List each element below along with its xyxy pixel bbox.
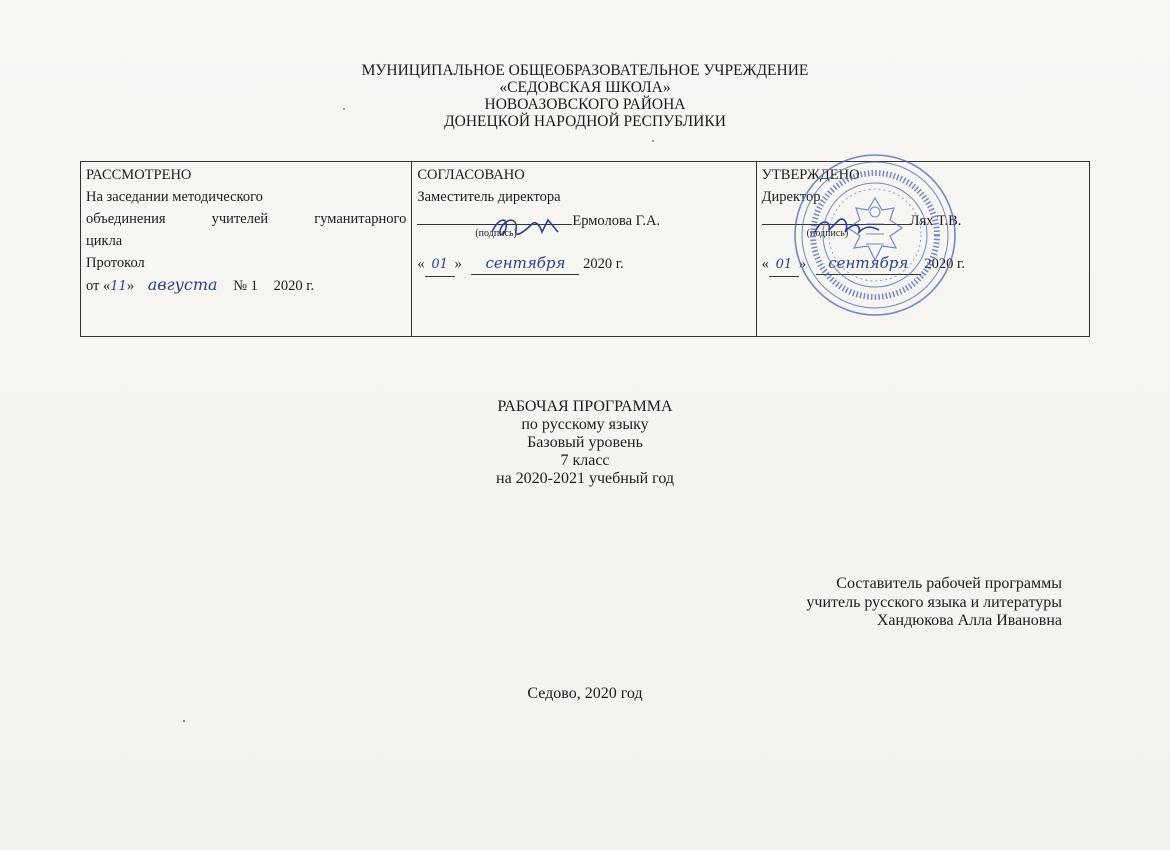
author-line-1: Составитель рабочей программы (836, 575, 1062, 592)
reviewed-line-1: На заседании методического (86, 189, 263, 205)
agreed-close-quote: » (454, 256, 462, 272)
approved-name: Лях Т.В. (909, 213, 962, 229)
agreed-signature-mark (484, 210, 574, 250)
program-title: РАБОЧАЯ ПРОГРАММА (497, 398, 673, 415)
protocol-number: № 1 (233, 278, 258, 294)
author-name: Хандюкова Алла Ивановна (876, 612, 1062, 629)
approved-close-quote: » (798, 256, 807, 272)
agreed-day-handwritten: 01 (425, 254, 455, 277)
approved-role: Директор (761, 189, 821, 205)
header-line-2: «СЕДОВСКАЯ ШКОЛА» (499, 79, 671, 96)
agreed-role: Заместитель директора (417, 189, 561, 205)
agreed-month-handwritten: сентября (471, 252, 579, 275)
approved-open-quote: « (761, 256, 769, 272)
agreed-year: 2020 г. (583, 256, 624, 272)
header-line-3: НОВОАЗОВСКОГО РАЙОНА (484, 96, 686, 113)
author-block (806, 575, 1062, 631)
protocol-date-row (86, 274, 406, 298)
agreed-signature-caption: (подпись) (475, 228, 517, 239)
program-grade: 7 класс (560, 452, 610, 469)
header-line-4: ДОНЕЦКОЙ НАРОДНОЙ РЕСПУБЛИКИ (444, 113, 726, 130)
reviewed-cell (81, 162, 411, 336)
agreed-date-row (417, 252, 750, 277)
protocol-month-handwritten: августа (147, 275, 218, 294)
agreed-heading: СОГЛАСОВАНО (417, 167, 525, 183)
program-level: Базовый уровень (527, 434, 643, 451)
author-line-2: учитель русского языка и литературы (806, 593, 1062, 611)
protocol-year: 2020 г. (273, 278, 315, 294)
protocol-label: Протокол (86, 255, 145, 271)
reviewed-line-3: цикла (86, 233, 123, 249)
approved-year: 2020 г. (924, 256, 965, 272)
approved-day-handwritten: 01 (769, 254, 799, 277)
program-year: на 2020-2021 учебный год (496, 470, 674, 487)
official-stamp-icon (790, 150, 960, 320)
protocol-day-handwritten: 11 (110, 279, 127, 294)
paper-speck (652, 140, 654, 142)
protocol-close-quote: » (126, 278, 135, 294)
place-year: Седово, 2020 год (527, 685, 643, 702)
institution-header (0, 62, 1170, 130)
approved-heading: УТВЕРЖДЕНО (761, 167, 860, 183)
reviewed-heading: РАССМОТРЕНО (86, 167, 192, 183)
agreed-name: Ермолова Г.А. (572, 213, 661, 229)
approved-signature-caption: (подпись) (806, 228, 849, 239)
program-subject: по русскому языку (521, 416, 649, 433)
agreed-open-quote: « (417, 256, 425, 272)
approved-month-handwritten: сентября (816, 252, 921, 275)
paper-speck (183, 720, 185, 722)
protocol-from: от « (86, 278, 111, 294)
reviewed-line-2: объединения учителей гуманитарного (86, 211, 407, 227)
program-title-block (0, 398, 1170, 488)
header-line-1: МУНИЦИПАЛЬНОЕ ОБЩЕОБРАЗОВАТЕЛЬНОЕ УЧРЕЖДЕНИЕ (361, 62, 809, 79)
agreed-cell (411, 162, 755, 336)
